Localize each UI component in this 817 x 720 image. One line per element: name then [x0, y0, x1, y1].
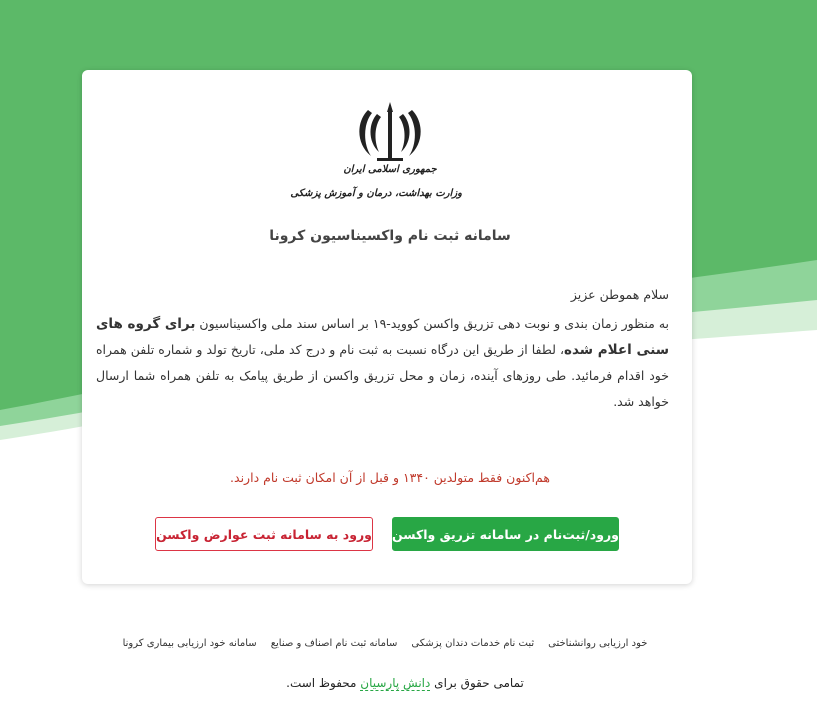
- footer-link-dental-services[interactable]: ثبت نام خدمات دندان پزشکی: [411, 638, 535, 649]
- logo-ministry-name: وزارت بهداشت، درمان و آموزش پزشکی: [290, 188, 462, 199]
- intro-text-part2: ، لطفا از طریق این درگاه نسبت به ثبت نام و درج کد ملی، تاریخ تولد و شماره تلفن همراه خود اقدام فرمائید. طی روزهای آینده، زمان و محل تزریق واکسن از طریق پیامک به تلفن همراه شما ارسال خواهد شد.: [96, 342, 669, 409]
- copyright-brand-link[interactable]: دانش پارسیان: [360, 676, 431, 690]
- vaccine-register-button[interactable]: ورود/ثبت‌نام در سامانه تزریق واکسن: [392, 517, 619, 551]
- side-effects-button[interactable]: ورود به سامانه ثبت عوارض واکسن: [155, 517, 373, 551]
- footer-link-psychological-assessment[interactable]: خود ارزیابی روانشناختی: [548, 638, 648, 649]
- logo-country-name: جمهوری اسلامی ایران: [343, 164, 437, 175]
- eligibility-notice: هم‌اکنون فقط متولدین ۱۳۴۰ و قبل از آن امکان ثبت نام دارند.: [230, 470, 550, 485]
- copyright-prefix: تمامی حقوق برای: [430, 676, 524, 690]
- greeting-text: سلام هموطن عزیز: [570, 287, 669, 302]
- iran-emblem-icon: [355, 100, 425, 166]
- intro-text-part1: به منظور زمان بندی و نوبت دهی تزریق واکسن کووید-۱۹ بر اساس سند ملی واکسیناسیون: [195, 316, 669, 331]
- intro-paragraph: [96, 311, 669, 415]
- copyright-notice: [200, 676, 610, 690]
- copyright-suffix: محفوظ است.: [286, 676, 361, 690]
- footer-links: [120, 638, 650, 649]
- footer-link-corona-self-assessment[interactable]: سامانه خود ارزیابی بیماری کرونا: [122, 638, 257, 649]
- footer-link-guilds-registration[interactable]: سامانه ثبت نام اصناف و صنایع: [270, 638, 398, 649]
- page-title: سامانه ثبت نام واکسیناسیون کرونا: [269, 228, 511, 244]
- intro-text-bold: برای گروه های سنی اعلام شده: [96, 316, 669, 358]
